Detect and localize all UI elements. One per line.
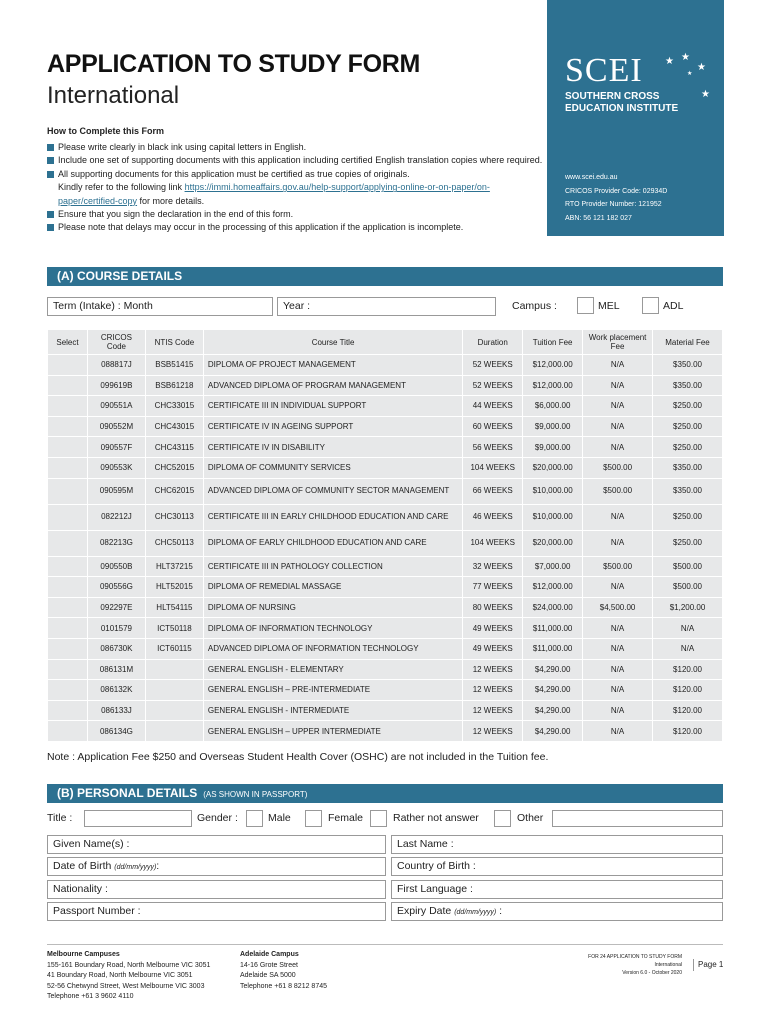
- course-title: CERTIFICATE III IN EARLY CHILDHOOD EDUCATION AND CARE: [203, 504, 462, 530]
- ntis-code: [145, 659, 203, 680]
- given-names-field[interactable]: Given Name(s) :: [47, 835, 386, 854]
- work-placement-fee: $4,500.00: [583, 597, 653, 618]
- nationality-field[interactable]: Nationality :: [47, 880, 386, 899]
- work-placement-fee: N/A: [583, 659, 653, 680]
- select-cell[interactable]: [48, 355, 88, 376]
- star-icon: ★: [665, 56, 674, 67]
- form-ref-line: International: [654, 962, 682, 968]
- cricos-code: 090552M: [87, 416, 145, 437]
- material-fee: $500.00: [653, 577, 723, 598]
- duration: 80 WEEKS: [463, 597, 523, 618]
- course-title: ADVANCED DIPLOMA OF INFORMATION TECHNOLOGY: [203, 638, 462, 659]
- work-placement-fee: N/A: [583, 504, 653, 530]
- address-line: Telephone +61 3 9602 4110: [47, 993, 134, 1001]
- course-title: DIPLOMA OF EARLY CHILDHOOD EDUCATION AND CARE: [203, 530, 462, 556]
- ntis-code: BSB61218: [145, 375, 203, 396]
- footer-divider: [47, 944, 723, 945]
- year-field[interactable]: Year :: [277, 297, 496, 316]
- table-row: [48, 659, 723, 680]
- expiry-format: (dd/mm/yyyy): [454, 909, 497, 916]
- course-title: GENERAL ENGLISH - ELEMENTARY: [203, 659, 462, 680]
- melbourne-title: Melbourne Campuses: [47, 951, 120, 958]
- table-row: [48, 638, 723, 659]
- address-line: 41 Boundary Road, North Melbourne VIC 3051: [47, 972, 193, 980]
- table-row: [48, 700, 723, 721]
- tuition-fee: $24,000.00: [523, 597, 583, 618]
- material-fee: $250.00: [653, 530, 723, 556]
- cricos-code: 086133J: [87, 700, 145, 721]
- duration: 66 WEEKS: [463, 478, 523, 504]
- last-name-field[interactable]: Last Name :: [391, 835, 723, 854]
- ntis-code: CHC33015: [145, 396, 203, 417]
- list-item-text: All supporting documents for this application must be certified as true copies of originals.: [58, 168, 410, 179]
- dob-label: Date of Birth: [53, 860, 112, 872]
- duration: 12 WEEKS: [463, 680, 523, 701]
- campus-adl-label: ADL: [663, 300, 684, 312]
- cricos-code: 086730K: [87, 638, 145, 659]
- ntis-code: CHC50113: [145, 530, 203, 556]
- duration: 77 WEEKS: [463, 577, 523, 598]
- howto-list: [47, 141, 547, 235]
- ntis-code: HLT37215: [145, 556, 203, 577]
- material-fee: $250.00: [653, 416, 723, 437]
- table-row: [48, 618, 723, 639]
- expiry-label: Expiry Date: [397, 905, 452, 917]
- ntis-code: CHC30113: [145, 504, 203, 530]
- course-title: DIPLOMA OF COMMUNITY SERVICES: [203, 457, 462, 478]
- list-item: [47, 168, 547, 208]
- ntis-code: [145, 700, 203, 721]
- form-ref-line: FOR 24 APPLICATION TO STUDY FORM: [588, 954, 682, 960]
- form-subtitle: International: [47, 82, 180, 109]
- cricos-code: 099619B: [87, 375, 145, 396]
- tuition-fee: $4,290.00: [523, 700, 583, 721]
- fee-note: Note : Application Fee $250 and Overseas Student Health Cover (OSHC) are not included in the Tuition fee.: [47, 751, 549, 763]
- course-details-bar: (A) COURSE DETAILS: [47, 267, 723, 286]
- brand-info: [565, 171, 667, 225]
- kindly-prefix: Kindly refer to the following link: [58, 182, 185, 193]
- material-fee: $120.00: [653, 680, 723, 701]
- material-fee: $350.00: [653, 478, 723, 504]
- list-item: Please note that delays may occur in the processing of this application if the application is incomplete.: [47, 221, 547, 234]
- work-placement-fee: $500.00: [583, 457, 653, 478]
- tuition-fee: $6,000.00: [523, 396, 583, 417]
- cricos-code: 090553K: [87, 457, 145, 478]
- cricos-text: CRICOS Provider Code: 02934D: [565, 187, 668, 195]
- work-placement-fee: N/A: [583, 375, 653, 396]
- dob-format: (dd/mm/yyyy): [114, 864, 157, 871]
- gender-rather-not-label: Rather not answer: [393, 812, 479, 824]
- work-placement-fee: N/A: [583, 638, 653, 659]
- list-item: Ensure that you sign the declaration in the end of this form.: [47, 208, 547, 221]
- duration: 52 WEEKS: [463, 355, 523, 376]
- duration: 12 WEEKS: [463, 721, 523, 742]
- tuition-fee: $7,000.00: [523, 556, 583, 577]
- course-title: ADVANCED DIPLOMA OF PROGRAM MANAGEMENT: [203, 375, 462, 396]
- select-cell[interactable]: [48, 530, 88, 556]
- course-title: DIPLOMA OF NURSING: [203, 597, 462, 618]
- select-cell[interactable]: [48, 375, 88, 396]
- gender-male-label: Male: [268, 812, 291, 824]
- select-cell[interactable]: [48, 556, 88, 577]
- material-fee: $1,200.00: [653, 597, 723, 618]
- table-row: [48, 530, 723, 556]
- tuition-fee: $9,000.00: [523, 416, 583, 437]
- work-placement-fee: $500.00: [583, 556, 653, 577]
- form-reference: [562, 953, 682, 977]
- work-placement-fee: N/A: [583, 721, 653, 742]
- adelaide-address: [240, 950, 327, 992]
- table-row: [48, 556, 723, 577]
- work-placement-fee: N/A: [583, 437, 653, 458]
- tuition-fee: $4,290.00: [523, 721, 583, 742]
- column-header: Material Fee: [653, 330, 723, 355]
- select-cell[interactable]: [48, 504, 88, 530]
- cricos-code: 086134G: [87, 721, 145, 742]
- gender-female-label: Female: [328, 812, 364, 824]
- ntis-code: ICT60115: [145, 638, 203, 659]
- title-field[interactable]: [84, 810, 192, 827]
- star-icon: ★: [681, 52, 690, 63]
- select-cell[interactable]: [48, 437, 88, 458]
- column-header: CRICOS Code: [87, 330, 145, 355]
- duration: 104 WEEKS: [463, 530, 523, 556]
- course-title: DIPLOMA OF INFORMATION TECHNOLOGY: [203, 618, 462, 639]
- material-fee: $350.00: [653, 375, 723, 396]
- work-placement-fee: N/A: [583, 416, 653, 437]
- select-cell[interactable]: [48, 457, 88, 478]
- address-line: Telephone +61 8 8212 8745: [240, 982, 327, 990]
- material-fee: $120.00: [653, 700, 723, 721]
- cricos-code: 090551A: [87, 396, 145, 417]
- tuition-fee: $11,000.00: [523, 638, 583, 659]
- duration: 32 WEEKS: [463, 556, 523, 577]
- work-placement-fee: N/A: [583, 618, 653, 639]
- tuition-fee: $9,000.00: [523, 437, 583, 458]
- gender-male-checkbox[interactable]: [246, 810, 263, 827]
- address-line: 155-161 Boundary Road, North Melbourne VIC 3051: [47, 961, 211, 969]
- select-cell[interactable]: [48, 721, 88, 742]
- material-fee: $120.00: [653, 721, 723, 742]
- duration: 44 WEEKS: [463, 396, 523, 417]
- form-title: APPLICATION TO STUDY FORM: [47, 50, 421, 78]
- address-line: 14-16 Grote Street: [240, 961, 298, 969]
- title-label: Title :: [47, 812, 73, 824]
- table-row: [48, 478, 723, 504]
- ntis-code: HLT54115: [145, 597, 203, 618]
- tuition-fee: $11,000.00: [523, 618, 583, 639]
- duration: 56 WEEKS: [463, 437, 523, 458]
- rto-text: RTO Provider Number: 121952: [565, 201, 662, 208]
- passport-number-field[interactable]: Passport Number :: [47, 902, 386, 921]
- campus-mel-checkbox[interactable]: [577, 297, 594, 314]
- table-row: [48, 355, 723, 376]
- gender-rather-not-checkbox[interactable]: [370, 810, 387, 827]
- duration: 46 WEEKS: [463, 504, 523, 530]
- course-title: DIPLOMA OF REMEDIAL MASSAGE: [203, 577, 462, 598]
- table-header-row: [48, 330, 723, 355]
- table-row: [48, 680, 723, 701]
- select-cell[interactable]: [48, 618, 88, 639]
- duration: 60 WEEKS: [463, 416, 523, 437]
- ntis-code: BSB51415: [145, 355, 203, 376]
- work-placement-fee: N/A: [583, 396, 653, 417]
- select-cell[interactable]: [48, 638, 88, 659]
- ntis-code: [145, 680, 203, 701]
- gender-label: Gender :: [197, 812, 238, 824]
- material-fee: $250.00: [653, 396, 723, 417]
- cricos-code: 092297E: [87, 597, 145, 618]
- table-row: [48, 597, 723, 618]
- campus-label: Campus :: [512, 300, 557, 312]
- table-row: [48, 396, 723, 417]
- first-language-field[interactable]: First Language :: [391, 880, 723, 899]
- column-header: Duration: [463, 330, 523, 355]
- duration: 49 WEEKS: [463, 638, 523, 659]
- work-placement-fee: N/A: [583, 577, 653, 598]
- website-text: www.scei.edu.au: [565, 174, 618, 181]
- star-icon: ★: [687, 71, 693, 77]
- column-header: Select: [48, 330, 88, 355]
- table-row: [48, 416, 723, 437]
- brand-panel: [547, 0, 724, 236]
- list-item: Include one set of supporting documents with this application including certified English translation copies where required.: [47, 154, 547, 167]
- duration: 49 WEEKS: [463, 618, 523, 639]
- duration: 52 WEEKS: [463, 375, 523, 396]
- duration: 12 WEEKS: [463, 700, 523, 721]
- cricos-code: 090556G: [87, 577, 145, 598]
- star-icon: ★: [697, 62, 706, 73]
- select-cell[interactable]: [48, 478, 88, 504]
- select-cell[interactable]: [48, 597, 88, 618]
- table-row: [48, 437, 723, 458]
- course-title: ADVANCED DIPLOMA OF COMMUNITY SECTOR MANAGEMENT: [203, 478, 462, 504]
- kindly-suffix: for more details.: [137, 195, 205, 206]
- column-header: Work placement Fee: [583, 330, 653, 355]
- personal-details-title: (B) PERSONAL DETAILS: [57, 786, 198, 800]
- tuition-fee: $20,000.00: [523, 457, 583, 478]
- star-icon: ★: [701, 89, 710, 100]
- cricos-code: 086132K: [87, 680, 145, 701]
- select-cell[interactable]: [48, 577, 88, 598]
- ntis-code: CHC52015: [145, 457, 203, 478]
- address-line: 52-56 Chetwynd Street, West Melbourne VIC 3003: [47, 982, 205, 990]
- select-cell[interactable]: [48, 680, 88, 701]
- scei-logo: SCEI: [565, 52, 643, 89]
- material-fee: $120.00: [653, 659, 723, 680]
- certified-copy-link[interactable]: https://immi.homeaffairs.gov.au/help-support/applying-online-or-on-paper/on-paper/certified-copy: [58, 182, 490, 206]
- tuition-fee: $10,000.00: [523, 478, 583, 504]
- select-cell[interactable]: [48, 700, 88, 721]
- table-row: [48, 504, 723, 530]
- course-table: [47, 329, 723, 742]
- material-fee: N/A: [653, 638, 723, 659]
- course-title: CERTIFICATE IV IN DISABILITY: [203, 437, 462, 458]
- course-title: GENERAL ENGLISH – PRE-INTERMEDIATE: [203, 680, 462, 701]
- work-placement-fee: N/A: [583, 355, 653, 376]
- term-month-field[interactable]: Term (Intake) : Month: [47, 297, 273, 316]
- passport-note: (AS SHOWN IN PASSPORT): [203, 790, 308, 799]
- gender-other-checkbox[interactable]: [494, 810, 511, 827]
- cricos-code: 0101579: [87, 618, 145, 639]
- cricos-code: 086131M: [87, 659, 145, 680]
- gender-other-field[interactable]: [552, 810, 723, 827]
- ntis-code: CHC43115: [145, 437, 203, 458]
- tuition-fee: $12,000.00: [523, 577, 583, 598]
- table-row: [48, 721, 723, 742]
- institute-name: SOUTHERN CROSS EDUCATION INSTITUTE: [565, 91, 679, 114]
- ntis-code: CHC43015: [145, 416, 203, 437]
- select-cell[interactable]: [48, 659, 88, 680]
- table-row: [48, 375, 723, 396]
- course-title: DIPLOMA OF PROJECT MANAGEMENT: [203, 355, 462, 376]
- dob-field[interactable]: Date of Birth (dd/mm/yyyy):: [47, 857, 386, 876]
- material-fee: $350.00: [653, 457, 723, 478]
- gender-other-label: Other: [517, 812, 544, 824]
- material-fee: N/A: [653, 618, 723, 639]
- country-of-birth-field[interactable]: Country of Birth :: [391, 857, 723, 876]
- course-title: CERTIFICATE III IN INDIVIDUAL SUPPORT: [203, 396, 462, 417]
- page-number: Page 1: [693, 959, 723, 971]
- tuition-fee: $12,000.00: [523, 375, 583, 396]
- ntis-code: [145, 721, 203, 742]
- howto-heading: How to Complete this Form: [47, 126, 164, 136]
- cricos-code: 082212J: [87, 504, 145, 530]
- address-line: Adelaide SA 5000: [240, 972, 296, 980]
- table-row: [48, 457, 723, 478]
- tuition-fee: $12,000.00: [523, 355, 583, 376]
- campus-adl-checkbox[interactable]: [642, 297, 659, 314]
- tuition-fee: $4,290.00: [523, 659, 583, 680]
- tuition-fee: $4,290.00: [523, 680, 583, 701]
- course-rows: [48, 355, 723, 742]
- cricos-code: 090557F: [87, 437, 145, 458]
- work-placement-fee: N/A: [583, 700, 653, 721]
- cricos-code: 090595M: [87, 478, 145, 504]
- material-fee: $500.00: [653, 556, 723, 577]
- course-title: GENERAL ENGLISH - INTERMEDIATE: [203, 700, 462, 721]
- cricos-code: 090550B: [87, 556, 145, 577]
- duration: 104 WEEKS: [463, 457, 523, 478]
- column-header: NTIS Code: [145, 330, 203, 355]
- tuition-fee: $20,000.00: [523, 530, 583, 556]
- expiry-date-field[interactable]: Expiry Date (dd/mm/yyyy) :: [391, 902, 723, 921]
- material-fee: $250.00: [653, 437, 723, 458]
- column-header: Tuition Fee: [523, 330, 583, 355]
- duration: 12 WEEKS: [463, 659, 523, 680]
- cricos-code: 088817J: [87, 355, 145, 376]
- form-ref-line: Version 6.0 - October 2020: [622, 970, 682, 976]
- column-header: Course Title: [203, 330, 462, 355]
- table-row: [48, 577, 723, 598]
- material-fee: $350.00: [653, 355, 723, 376]
- work-placement-fee: N/A: [583, 680, 653, 701]
- ntis-code: HLT52015: [145, 577, 203, 598]
- gender-female-checkbox[interactable]: [305, 810, 322, 827]
- work-placement-fee: $500.00: [583, 478, 653, 504]
- campus-mel-label: MEL: [598, 300, 620, 312]
- personal-details-bar: [47, 784, 723, 803]
- select-cell[interactable]: [48, 416, 88, 437]
- ntis-code: ICT50118: [145, 618, 203, 639]
- course-title: CERTIFICATE III IN PATHOLOGY COLLECTION: [203, 556, 462, 577]
- adelaide-title: Adelaide Campus: [240, 951, 299, 958]
- list-item: Please write clearly in black ink using capital letters in English.: [47, 141, 547, 154]
- cricos-code: 082213G: [87, 530, 145, 556]
- abn-text: ABN: 56 121 182 027: [565, 214, 632, 222]
- tuition-fee: $10,000.00: [523, 504, 583, 530]
- material-fee: $250.00: [653, 504, 723, 530]
- course-title: GENERAL ENGLISH – UPPER INTERMEDIATE: [203, 721, 462, 742]
- course-title: CERTIFICATE IV IN AGEING SUPPORT: [203, 416, 462, 437]
- work-placement-fee: N/A: [583, 530, 653, 556]
- melbourne-address: [47, 950, 210, 1003]
- ntis-code: CHC62015: [145, 478, 203, 504]
- select-cell[interactable]: [48, 396, 88, 417]
